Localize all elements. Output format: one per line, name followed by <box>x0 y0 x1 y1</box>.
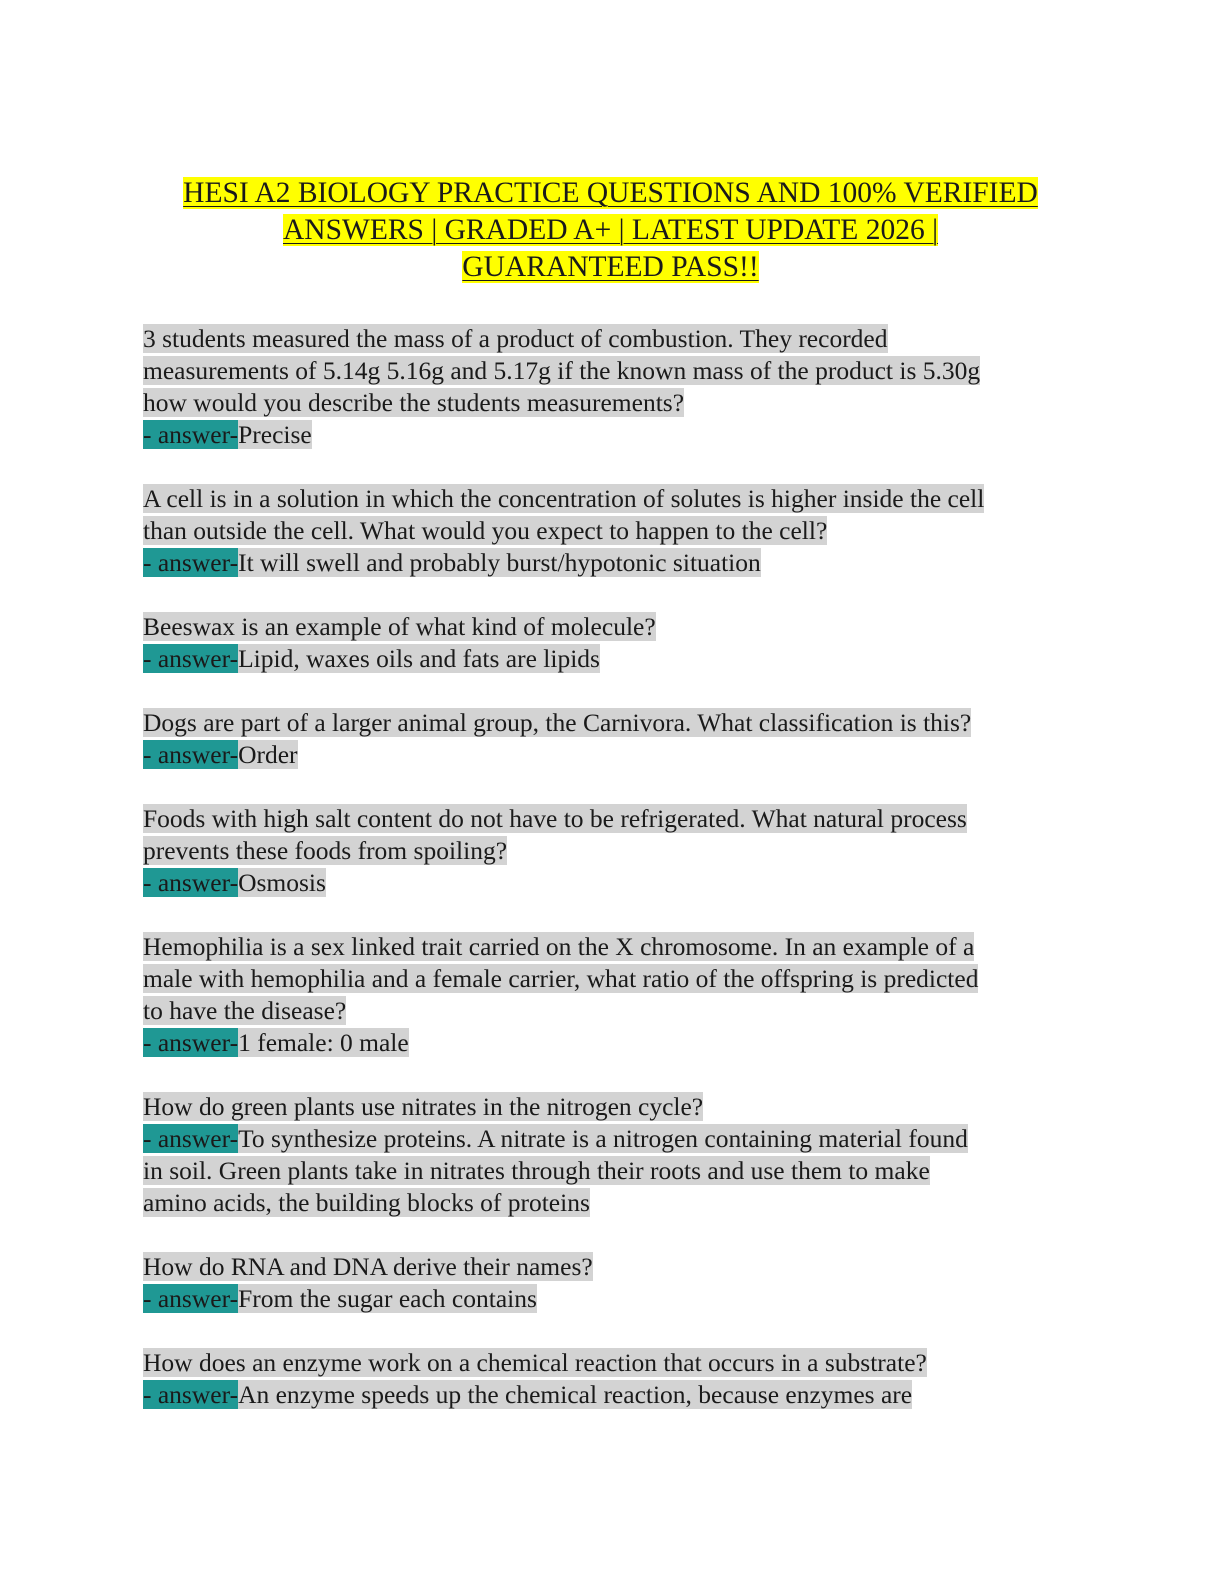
question-line <box>143 387 1078 419</box>
qa-item <box>143 1347 1078 1411</box>
qa-item <box>143 1251 1078 1315</box>
document-title <box>143 175 1078 286</box>
question-text: how would you describe the students measurements? <box>143 388 685 417</box>
answer-text: amino acids, the building blocks of proteins <box>143 1188 590 1217</box>
answer-label: - answer- <box>143 1284 239 1313</box>
question-text: Dogs are part of a larger animal group, the Carnivora. What classification is this? <box>143 708 972 737</box>
qa-list <box>143 323 1078 1411</box>
question-line <box>143 1347 1078 1379</box>
question-line <box>143 1091 1078 1123</box>
answer-line <box>143 867 1078 899</box>
answer-text: From the sugar each contains <box>238 1284 537 1313</box>
question-text: A cell is in a solution in which the concentration of solutes is higher inside the cell <box>143 484 985 513</box>
answer-line <box>143 1379 1078 1411</box>
question-text: Beeswax is an example of what kind of molecule? <box>143 612 656 641</box>
title-line: HESI A2 BIOLOGY PRACTICE QUESTIONS AND 100% VERIFIED <box>183 177 1038 209</box>
answer-line <box>143 1283 1078 1315</box>
answer-line <box>143 547 1078 579</box>
qa-item <box>143 707 1078 771</box>
question-text: Foods with high salt content do not have to be refrigerated. What natural process <box>143 804 967 833</box>
question-line <box>143 707 1078 739</box>
question-text: 3 students measured the mass of a product of combustion. They recorded <box>143 324 888 353</box>
question-text: How do RNA and DNA derive their names? <box>143 1252 593 1281</box>
answer-line <box>143 643 1078 675</box>
question-line <box>143 931 1078 963</box>
question-line <box>143 515 1078 547</box>
answer-line <box>143 739 1078 771</box>
question-line <box>143 483 1078 515</box>
question-line <box>143 611 1078 643</box>
question-text: male with hemophilia and a female carrier, what ratio of the offspring is predicted <box>143 964 979 993</box>
qa-item <box>143 611 1078 675</box>
qa-item <box>143 323 1078 451</box>
answer-text: Precise <box>238 420 312 449</box>
question-text: prevents these foods from spoiling? <box>143 836 508 865</box>
answer-text: Lipid, waxes oils and fats are lipids <box>238 644 600 673</box>
answer-line <box>143 1123 1078 1155</box>
answer-text: An enzyme speeds up the chemical reaction, because enzymes are <box>238 1380 913 1409</box>
answer-line <box>143 1155 1078 1187</box>
answer-label: - answer- <box>143 644 239 673</box>
answer-label: - answer- <box>143 1028 239 1057</box>
answer-text: 1 female: 0 male <box>238 1028 409 1057</box>
answer-text: in soil. Green plants take in nitrates through their roots and use them to make <box>143 1156 930 1185</box>
qa-item <box>143 483 1078 579</box>
title-line: ANSWERS | GRADED A+ | LATEST UPDATE 2026 | <box>283 214 938 246</box>
question-text: How does an enzyme work on a chemical reaction that occurs in a substrate? <box>143 1348 927 1377</box>
question-text: How do green plants use nitrates in the nitrogen cycle? <box>143 1092 704 1121</box>
question-line <box>143 803 1078 835</box>
answer-text: It will swell and probably burst/hypotonic situation <box>238 548 761 577</box>
qa-item <box>143 803 1078 899</box>
answer-label: - answer- <box>143 420 239 449</box>
answer-line <box>143 1027 1078 1059</box>
answer-line <box>143 419 1078 451</box>
question-line <box>143 323 1078 355</box>
answer-text: Order <box>238 740 298 769</box>
answer-label: - answer- <box>143 548 239 577</box>
question-text: Hemophilia is a sex linked trait carried on the X chromosome. In an example of a <box>143 932 975 961</box>
question-line <box>143 835 1078 867</box>
qa-item <box>143 931 1078 1059</box>
answer-line <box>143 1187 1078 1219</box>
answer-label: - answer- <box>143 868 239 897</box>
title-line: GUARANTEED PASS!! <box>462 251 759 283</box>
answer-label: - answer- <box>143 1380 239 1409</box>
question-line <box>143 963 1078 995</box>
document-page <box>143 175 1078 1443</box>
question-text: than outside the cell. What would you expect to happen to the cell? <box>143 516 828 545</box>
question-line <box>143 995 1078 1027</box>
answer-label: - answer- <box>143 1124 239 1153</box>
answer-label: - answer- <box>143 740 239 769</box>
question-text: measurements of 5.14g 5.16g and 5.17g if the known mass of the product is 5.30g <box>143 356 981 385</box>
answer-text: Osmosis <box>238 868 326 897</box>
question-line <box>143 355 1078 387</box>
question-text: to have the disease? <box>143 996 347 1025</box>
qa-item <box>143 1091 1078 1219</box>
answer-text: To synthesize proteins. A nitrate is a nitrogen containing material found <box>238 1124 968 1153</box>
question-line <box>143 1251 1078 1283</box>
